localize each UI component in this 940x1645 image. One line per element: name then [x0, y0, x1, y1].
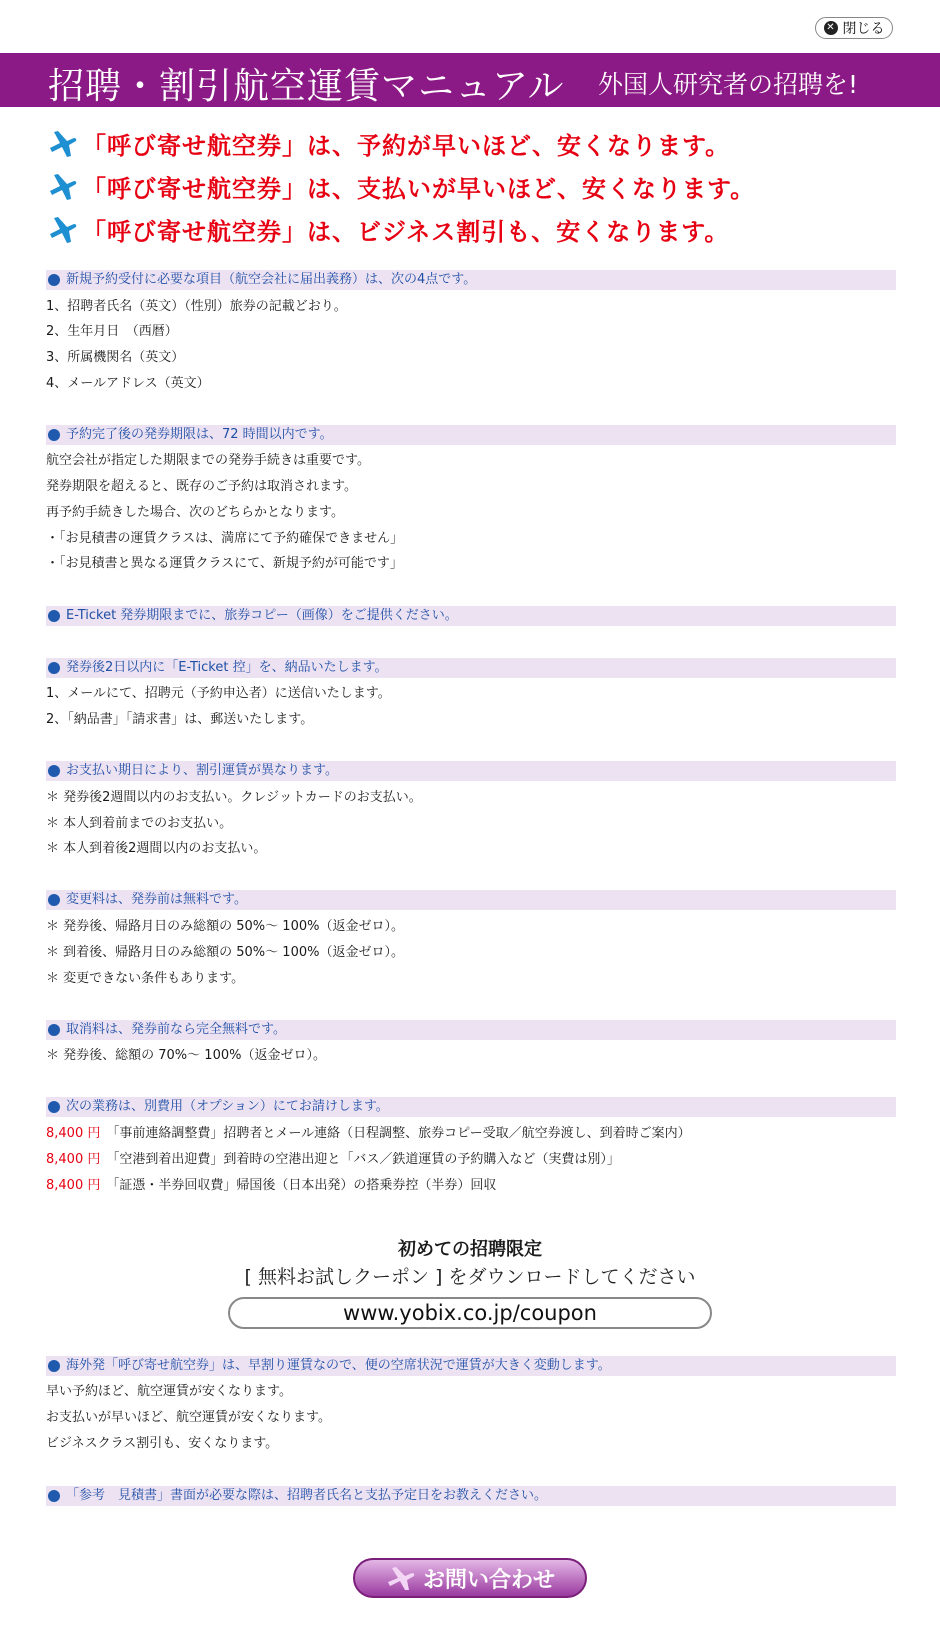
list-item: 2、生年月日 （西暦）	[46, 324, 178, 339]
section-heading: 発券後2日以内に「E-Ticket 控」を、納品いたします。	[46, 658, 896, 678]
list-item: お支払いが早いほど、航空運賃が安くなります。	[46, 1410, 331, 1425]
bullet-icon	[48, 610, 60, 622]
section-heading: 「参考 見積書」書面が必要な際は、招聘者氏名と支払予定日をお教えください。	[46, 1486, 896, 1506]
list-item: 1、招聘者氏名（英文）（性別）旅券の記載どおり。	[46, 299, 347, 314]
bullet-icon	[48, 1101, 60, 1113]
option-text: 「事前連絡調整費」招聘者とメール連絡（日程調整、旅券コピー受取／航空券渡し、到着時ご案内）	[106, 1126, 691, 1141]
page-title: 招聘・割引航空運賃マニュアル	[48, 66, 565, 107]
bullet-icon	[48, 429, 60, 441]
option-item	[46, 1151, 620, 1169]
option-price: 8,400 円	[46, 1152, 101, 1167]
list-item: 2、「納品書」「請求書」は、郵送いたします。	[46, 712, 314, 727]
headline-3: 「呼び寄せ航空券」は、ビジネス割引も、安くなります。	[46, 212, 729, 246]
list-item: ＊ 発券後、帰路月日のみ総額の 50%～ 100%（返金ゼロ）。	[46, 919, 404, 934]
headline-2: 「呼び寄せ航空券」は、支払いが早いほど、安くなります。	[46, 169, 755, 203]
bullet-icon	[48, 765, 60, 777]
list-item: ＊ 発券後、総額の 70%～ 100%（返金ゼロ）。	[46, 1048, 326, 1063]
option-price: 8,400 円	[46, 1178, 101, 1193]
list-item: ・「お見積書と異なる運賃クラスにて、新規予約が可能です」	[46, 556, 403, 571]
bullet-icon	[48, 274, 60, 286]
page-subtitle: 外国人研究者の招聘を!	[598, 70, 859, 99]
coupon-title: 初めての招聘限定	[398, 1239, 542, 1260]
option-text: 「空港到着出迎費」到着時の空港出迎と「バス／鉄道運賃の予約購入など（実費は別）」	[106, 1152, 620, 1167]
section-heading: 予約完了後の発券期限は、72 時間以内です。	[46, 425, 896, 445]
option-item	[46, 1125, 691, 1143]
headline-1: 「呼び寄せ航空券」は、予約が早いほど、安くなります。	[46, 126, 730, 160]
list-item: 再予約手続きした場合、次のどちらかとなります。	[46, 505, 344, 520]
list-item: ＊ 本人到着前までのお支払い。	[46, 816, 233, 831]
list-item: 航空会社が指定した期限までの発券手続きは重要です。	[46, 453, 370, 468]
list-item: ＊ 変更できない条件もあります。	[46, 971, 245, 986]
list-item: 1、メールにて、招聘元（予約申込者）に送信いたします。	[46, 686, 391, 701]
bullet-icon	[48, 662, 60, 674]
list-item: ＊ 到着後、帰路月日のみ総額の 50%～ 100%（返金ゼロ）。	[46, 945, 404, 960]
coupon-subtitle: [ 無料お試しクーポン ] をダウンロードしてください	[244, 1266, 696, 1288]
header-banner	[0, 53, 940, 107]
option-item	[46, 1177, 496, 1195]
close-button[interactable]	[815, 17, 893, 39]
bullet-icon	[48, 1490, 60, 1502]
close-button-label: 閉じる	[842, 21, 885, 37]
list-item: ＊ 発券後2週間以内のお支払い。クレジットカードのお支払い。	[46, 790, 422, 805]
list-item: ビジネスクラス割引も、安くなります。	[46, 1436, 279, 1451]
list-item: ・「お見積書の運賃クラスは、満席にて予約確保できません」	[46, 531, 404, 546]
section-heading: 次の業務は、別費用（オプション）にてお請けします。	[46, 1097, 896, 1117]
option-text: 「証憑・半券回収費」帰国後（日本出発）の搭乗券控（半券）回収	[106, 1178, 497, 1193]
airplane-icon	[385, 1565, 417, 1591]
list-item: 3、所属機関名（英文）	[46, 350, 185, 365]
option-price: 8,400 円	[46, 1126, 101, 1141]
section-heading: お支払い期日により、割引運賃が異なります。	[46, 761, 896, 781]
list-item: ＊ 本人到着後2週間以内のお支払い。	[46, 841, 267, 856]
bullet-icon	[48, 894, 60, 906]
coupon-url-link[interactable]: www.yobix.co.jp/coupon	[228, 1297, 712, 1329]
airplane-icon	[46, 171, 78, 201]
airplane-icon	[46, 214, 78, 244]
airplane-icon	[46, 128, 78, 158]
bullet-icon	[48, 1024, 60, 1036]
section-heading: 新規予約受付に必要な項目（航空会社に届出義務）は、次の4点です。	[46, 270, 896, 290]
list-item: 早い予約ほど、航空運賃が安くなります。	[46, 1384, 292, 1399]
close-icon: ✕	[824, 21, 838, 35]
inquiry-button[interactable]	[353, 1558, 587, 1598]
section-heading: 取消料は、発券前なら完全無料です。	[46, 1020, 896, 1040]
section-heading: E-Ticket 発券期限までに、旅券コピー（画像）をご提供ください。	[46, 606, 896, 626]
bullet-icon	[48, 1360, 60, 1372]
list-item: 発券期限を超えると、既存のご予約は取消されます。	[46, 479, 357, 494]
section-heading: 海外発「呼び寄せ航空券」は、早割り運賃なので、便の空席状況で運賃が大きく変動します。	[46, 1356, 896, 1376]
inquiry-button-label: お問い合わせ	[422, 1567, 555, 1593]
list-item: 4、メールアドレス（英文）	[46, 376, 210, 391]
section-heading: 変更料は、発券前は無料です。	[46, 890, 896, 910]
